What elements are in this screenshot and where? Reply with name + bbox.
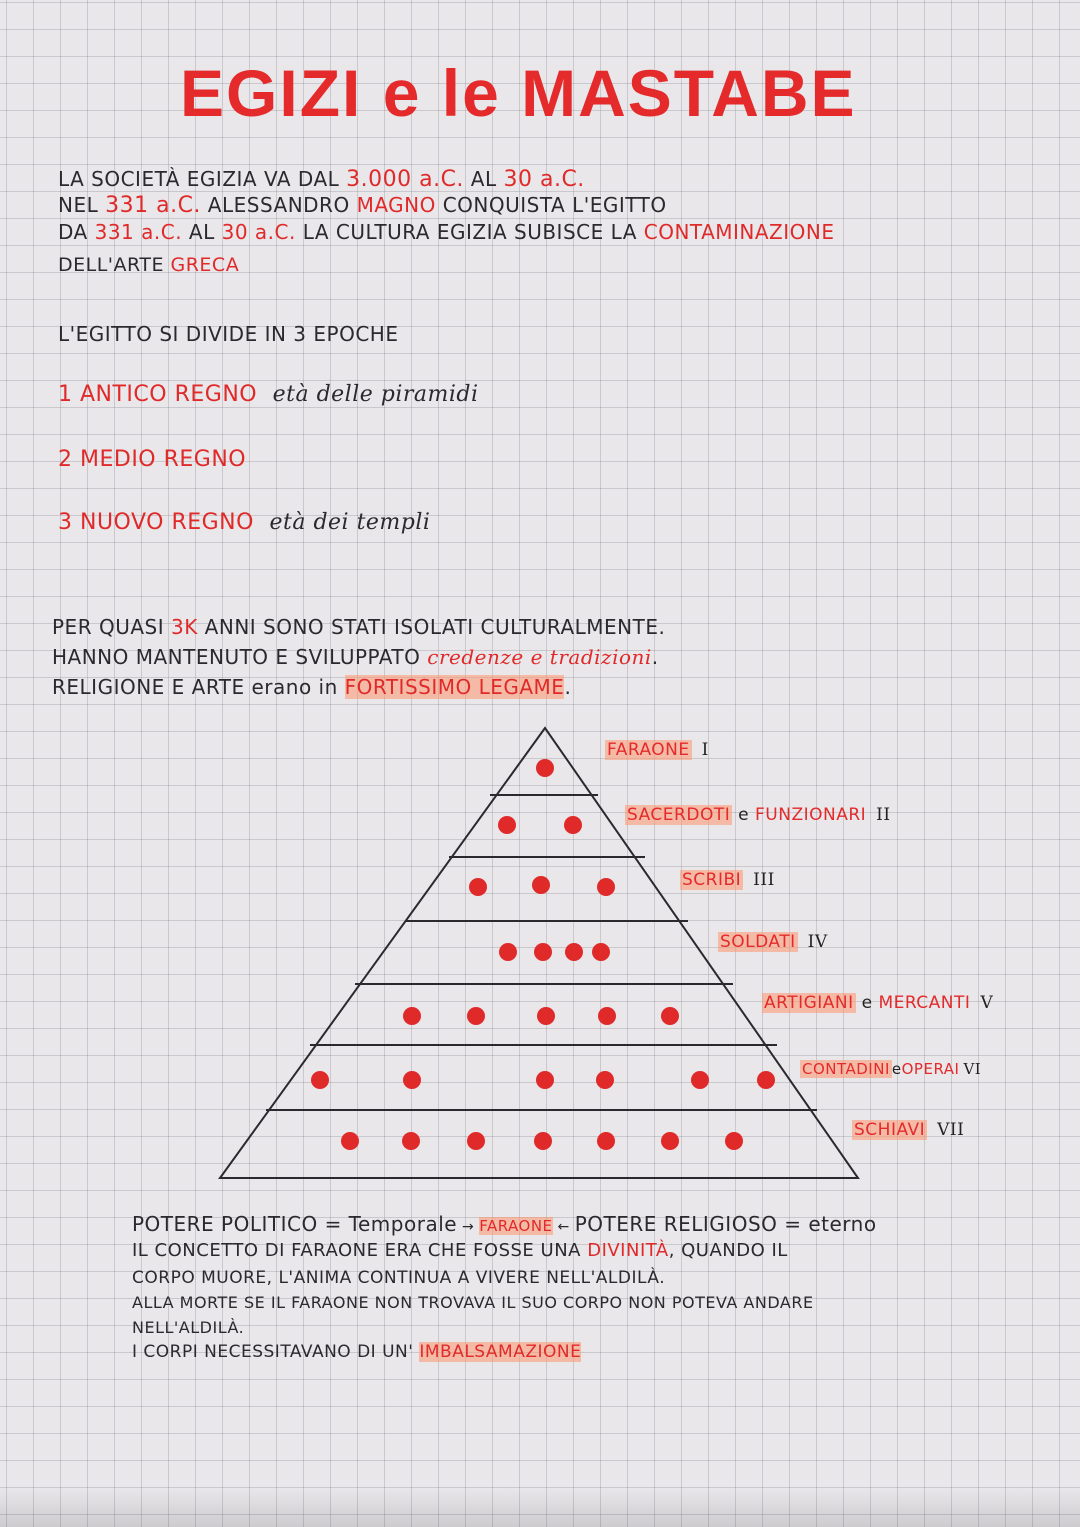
pyramid-dot [565, 943, 583, 961]
pyramid-dot [592, 943, 610, 961]
page-shadow [0, 1487, 1080, 1527]
intro-line-3: DA 331 a.C. AL 30 a.C. LA CULTURA EGIZIA SUBISCE LA CONTAMINAZIONE [58, 220, 835, 244]
pyramid-dot [498, 816, 516, 834]
level-label-6: CONTADINI eOPERAI VI [802, 1060, 982, 1078]
level-label-3: SCRIBI III [682, 870, 775, 890]
level-label-2: SACERDOTI e FUNZIONARI II [627, 805, 891, 825]
pyramid-dot [691, 1071, 709, 1089]
pyramid-dot [536, 759, 554, 777]
pyramid-dot [311, 1071, 329, 1089]
pyramid-dot [537, 1007, 555, 1025]
pyramid-dot [536, 1071, 554, 1089]
culture-line-2: HANNO MANTENUTO E SVILUPPATO credenze e tradizioni. [52, 645, 659, 669]
level-label-1: FARAONE I [607, 740, 709, 760]
pyramid-dot [596, 1071, 614, 1089]
power-line-1: POTERE POLITICO = Temporale → FARAONE ← POTERE RELIGIOSO = eterno [132, 1212, 877, 1236]
level-label-5: ARTIGIANI e MERCANTI V [764, 993, 994, 1013]
intro-line-4: DELL'ARTE GRECA [58, 254, 240, 276]
pyramid-dot [661, 1132, 679, 1150]
power-line-2: IL CONCETTO DI FARAONE ERA CHE FOSSE UNA DIVINITÀ, QUANDO IL [132, 1240, 788, 1261]
pyramid-dot [469, 878, 487, 896]
pyramid-dot [564, 816, 582, 834]
culture-line-3: RELIGIONE E ARTE erano in FORTISSIMO LEGAME. [52, 675, 572, 699]
pyramid-dot [402, 1132, 420, 1150]
pyramid-dot [403, 1007, 421, 1025]
pyramid-dot [467, 1132, 485, 1150]
pyramid-dot [725, 1132, 743, 1150]
pyramid-dot [597, 878, 615, 896]
pyramid-dot [499, 943, 517, 961]
level-label-7: SCHIAVI VII [854, 1120, 965, 1140]
pyramid-dot [532, 876, 550, 894]
epoch-item: 3 NUOVO REGNO età dei templi [58, 510, 431, 535]
pyramid-dot [661, 1007, 679, 1025]
pyramid-dot [403, 1071, 421, 1089]
intro-line-1: LA SOCIETÀ EGIZIA VA DAL 3.000 a.C. AL 30 a.C. [58, 167, 585, 192]
pyramid-dot [598, 1007, 616, 1025]
power-line-3: CORPO MUORE, L'ANIMA CONTINUA A VIVERE NELL'ALDILÀ. [132, 1268, 666, 1288]
title-mastabe: MASTABE [521, 56, 857, 130]
power-line-4: ALLA MORTE SE IL FARAONE NON TROVAVA IL SUO CORPO NON POTEVA ANDARE [132, 1293, 814, 1312]
level-label-4: SOLDATI IV [720, 932, 828, 952]
epochs-heading: L'EGITTO SI DIVIDE IN 3 EPOCHE [58, 322, 399, 346]
power-line-5: NELL'ALDILÀ. [132, 1318, 245, 1337]
title-egizi: EGIZI [180, 56, 363, 130]
pyramid-dot [597, 1132, 615, 1150]
pyramid-dot [341, 1132, 359, 1150]
pyramid-dot [534, 1132, 552, 1150]
culture-line-1: PER QUASI 3K ANNI SONO STATI ISOLATI CULTURALMENTE. [52, 615, 666, 639]
epoch-item: 1 ANTICO REGNO età delle piramidi [58, 382, 479, 407]
epoch-item: 2 MEDIO REGNO [58, 447, 247, 472]
title-e-le: e le [382, 56, 501, 130]
intro-line-2: NEL 331 a.C. ALESSANDRO MAGNO CONQUISTA L'EGITTO [58, 193, 667, 218]
pyramid-dot [757, 1071, 775, 1089]
pyramid-dot [467, 1007, 485, 1025]
pyramid-dot [534, 943, 552, 961]
power-line-6: I CORPI NECESSITAVANO DI UN' IMBALSAMAZIONE [132, 1342, 582, 1362]
